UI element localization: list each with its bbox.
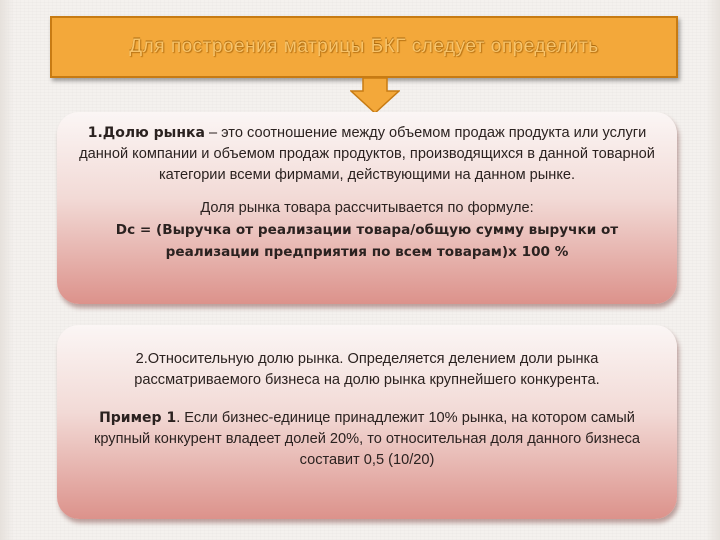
market-share-term: 1.Долю рынка [87, 125, 205, 141]
example-paragraph [77, 408, 657, 471]
header-box [50, 16, 678, 78]
arrow-down-icon [350, 78, 400, 114]
market-share-formula: Dc = (Выручка от реализации товара/общую сумму выручки от реализации предприятия по всем товарам)х 100 % [115, 222, 619, 260]
slide-right-edge [706, 0, 720, 540]
market-share-definition-text: – это соотношение между объемом продаж продукта или услуги данной компании и объемом продаж продуктов, производящихся в данной товарной категории всеми фирмами, действующими на данном рынке. [79, 125, 655, 183]
slide-left-edge [0, 0, 14, 540]
formula-intro: Доля рынка товара рассчитывается по формуле: [200, 200, 534, 216]
market-share-card [57, 112, 677, 304]
market-share-definition [75, 123, 659, 186]
header-title: Для построения матрицы БКГ следует определить [129, 36, 599, 57]
example-text: . Если бизнес-единице принадлежит 10% рынка, на котором самый крупный конкурент владеет долей 20%, то относительная доля данного бизнеса составит 0,5 (10/20) [93, 410, 641, 468]
relative-share-card [57, 325, 677, 519]
example-label: Пример 1 [99, 410, 177, 426]
relative-share-text: 2.Относительную долю рынка. Определяется делением доли рынка рассматриваемого бизнеса на долю рынка крупнейшего конкурента. [134, 351, 600, 388]
